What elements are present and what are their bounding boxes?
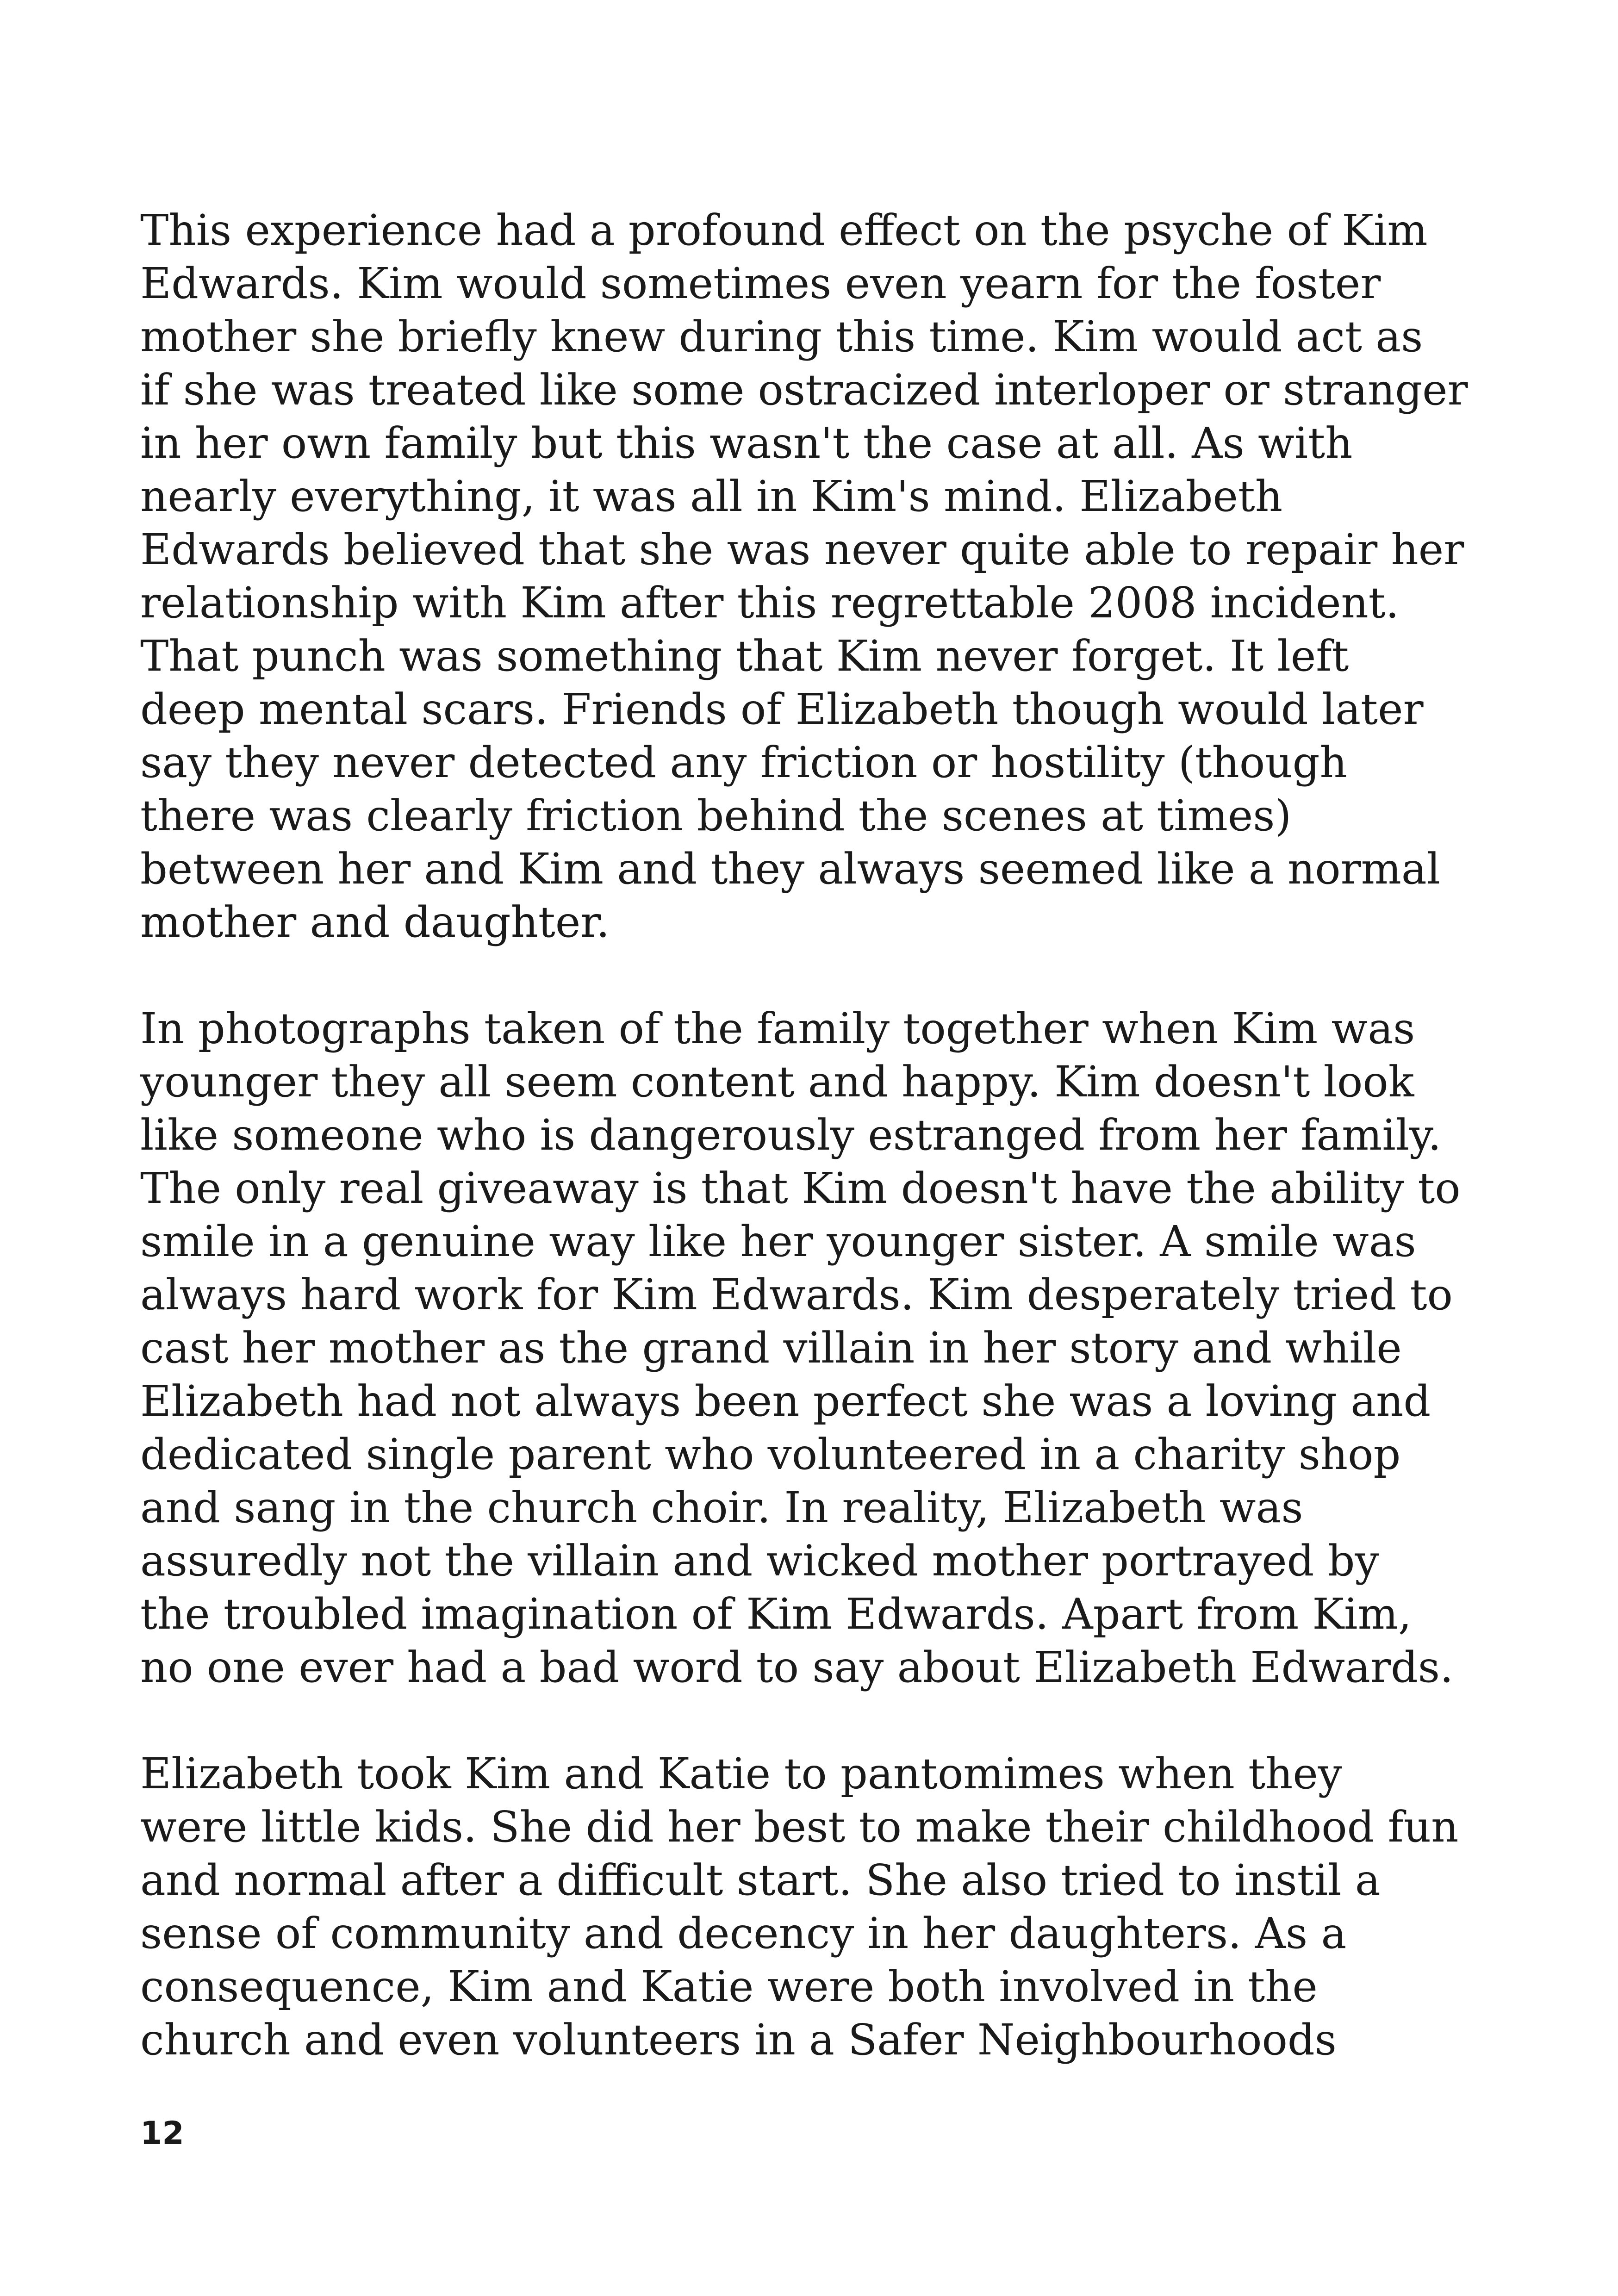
text-line: there was clearly friction behind the scenes at times) (140, 791, 1292, 840)
text-line: Edwards believed that she was never quite able to repair her (140, 525, 1464, 574)
text-line: That punch was something that Kim never forget. It left (140, 631, 1349, 681)
text-line: and sang in the church choir. In reality, Elizabeth was (140, 1483, 1303, 1532)
text-line: between her and Kim and they always seemed like a normal (140, 844, 1441, 894)
paragraph-2 (140, 1002, 1461, 1694)
text-line: and normal after a difficult start. She also tried to instil a (140, 1855, 1381, 1905)
text-line: if she was treated like some ostracized interloper or stranger (140, 365, 1468, 415)
text-line: Edwards. Kim would sometimes even yearn for the foster (140, 259, 1381, 308)
text-line: sense of community and decency in her daughters. As a (140, 1909, 1347, 1958)
text-line: deep mental scars. Friends of Elizabeth though would later (140, 684, 1424, 734)
text-line: younger they all seem content and happy. Kim doesn't look (140, 1057, 1414, 1107)
text-line: were little kids. She did her best to make their childhood fun (140, 1802, 1459, 1852)
text-line: in her own family but this wasn't the case at all. As with (140, 418, 1353, 468)
text-line: In photographs taken of the family together when Kim was (140, 1004, 1415, 1053)
text-line: assuredly not the villain and wicked mother portrayed by (140, 1536, 1379, 1586)
paragraph-1 (140, 204, 1468, 949)
text-line: mother and daughter. (140, 897, 610, 947)
text-line: Elizabeth took Kim and Katie to pantomimes when they (140, 1749, 1342, 1798)
text-line: always hard work for Kim Edwards. Kim desperately tried to (140, 1270, 1453, 1319)
text-line: smile in a genuine way like her younger sister. A smile was (140, 1217, 1416, 1266)
text-line: no one ever had a bad word to say about Elizabeth Edwards. (140, 1643, 1454, 1692)
body-text (140, 204, 1468, 2066)
text-line: dedicated single parent who volunteered in a charity shop (140, 1430, 1401, 1479)
text-line: nearly everything, it was all in Kim's mind. Elizabeth (140, 472, 1283, 521)
page-number: 12 (140, 2115, 184, 2152)
text-line: say they never detected any friction or hostility (though (140, 738, 1347, 787)
text-line: church and even volunteers in a Safer Neighbourhoods (140, 2015, 1337, 2065)
text-line: like someone who is dangerously estranged from her family. (140, 1110, 1442, 1160)
text-line: Elizabeth had not always been perfect she was a loving and (140, 1376, 1431, 1426)
text-line: relationship with Kim after this regrettable 2008 incident. (140, 578, 1400, 628)
paragraph-3 (140, 1747, 1459, 2066)
text-line: The only real giveaway is that Kim doesn't have the ability to (140, 1164, 1461, 1213)
text-line: mother she briefly knew during this time. Kim would act as (140, 312, 1423, 361)
text-line: This experience had a profound effect on the psyche of Kim (140, 205, 1428, 255)
paragraph-spacer (140, 949, 1418, 1002)
text-line: the troubled imagination of Kim Edwards. Apart from Kim, (140, 1589, 1412, 1639)
text-line: cast her mother as the grand villain in her story and while (140, 1323, 1402, 1373)
paragraph-spacer (140, 1694, 1418, 1747)
text-line: consequence, Kim and Katie were both involved in the (140, 1962, 1318, 2011)
